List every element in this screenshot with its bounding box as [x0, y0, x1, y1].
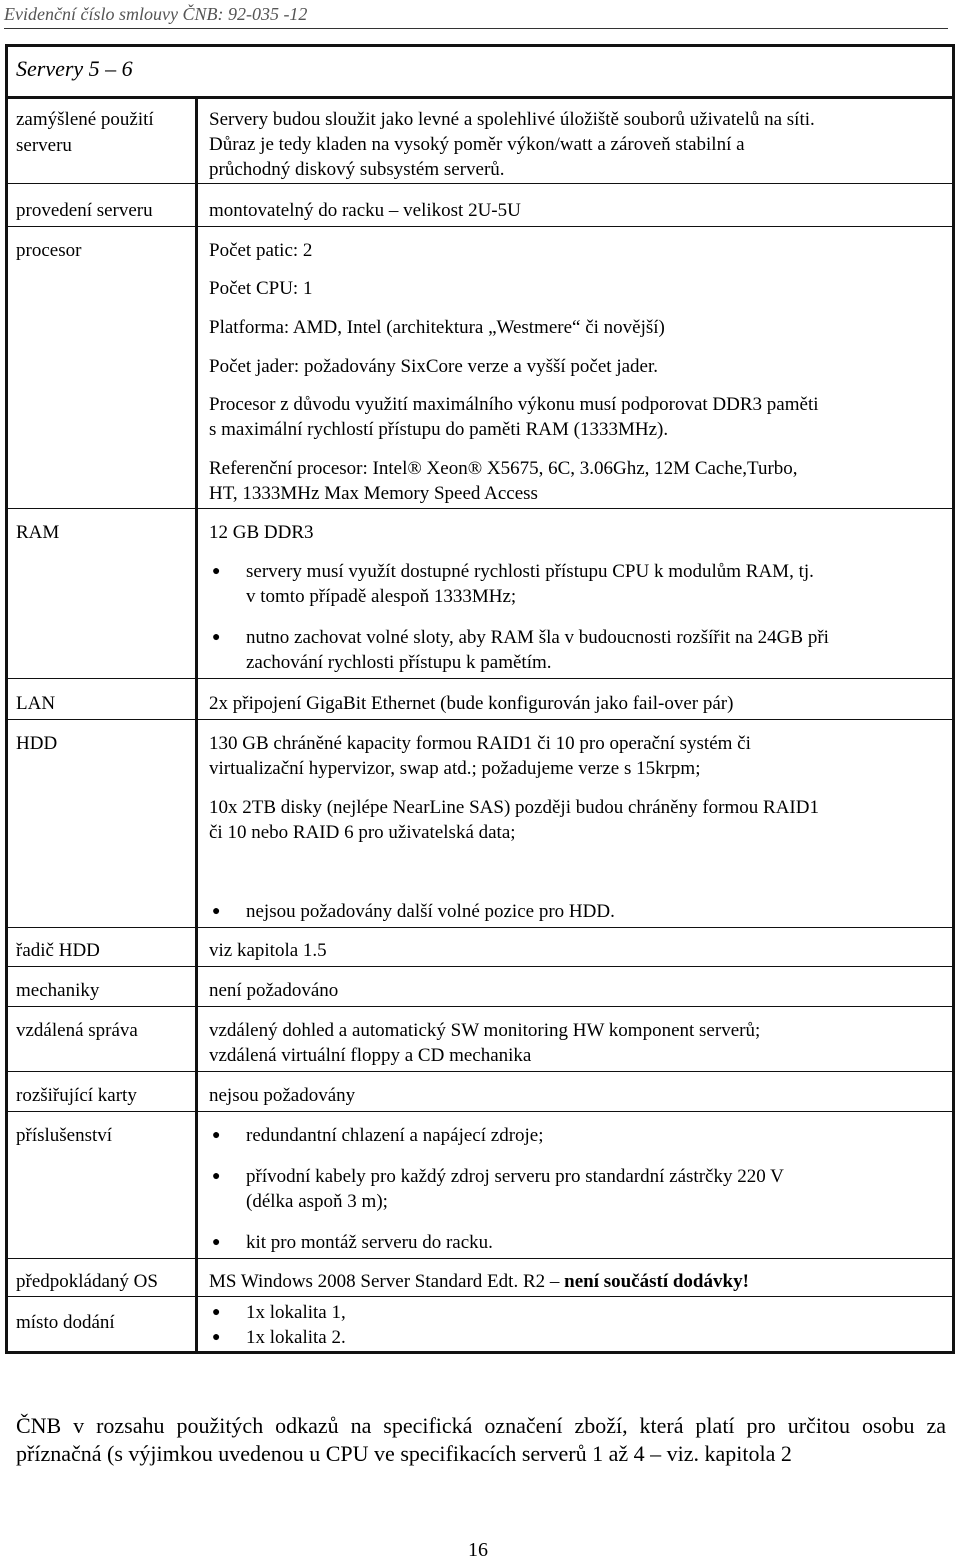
accessories-bullet-2a: přívodní kabely pro každý zdroj serveru pro standardní zástrčky 220 V — [246, 1166, 784, 1187]
bullet-icon: ● — [212, 1128, 221, 1143]
hdd-os-1: 130 GB chráněné kapacity formou RAID1 či 10 pro operační systém či — [209, 733, 751, 754]
use-label-2: serveru — [16, 135, 72, 156]
design-label: provedení serveru — [16, 200, 153, 221]
os-name: MS Windows 2008 Server Standard Edt. R2 – — [209, 1271, 560, 1292]
row-rule — [5, 1006, 955, 1007]
row-rule — [5, 927, 955, 928]
row-rule — [5, 1071, 955, 1072]
os-text — [209, 1269, 749, 1294]
lan-text: 2x připojení GigaBit Ethernet (bude konfigurován jako fail-over pár) — [209, 693, 734, 714]
bullet-icon: ● — [212, 1330, 221, 1345]
bullet-icon: ● — [212, 1235, 221, 1250]
remote-text-1: vzdálený dohled a automatický SW monitoring HW komponent serverů; — [209, 1020, 761, 1041]
hdd-label: HDD — [16, 733, 58, 754]
row-rule — [5, 1258, 955, 1259]
hdd-os-2: virtualizační hypervizor, swap atd.; požadujeme verze s 15krpm; — [209, 758, 701, 779]
drives-text: není požadováno — [209, 980, 339, 1001]
row-rule — [5, 226, 955, 227]
use-text-1: Servery budou sloužit jako levné a spolehlivé úložiště souborů uživatelů na síti. — [209, 109, 815, 130]
accessories-label: příslušenství — [16, 1125, 113, 1146]
delivery-bullet-1: 1x lokalita 1, — [246, 1302, 346, 1323]
hdd-data-1: 10x 2TB disky (nejlépe NearLine SAS) později budou chráněny formou RAID1 — [209, 797, 819, 818]
use-text-3: průchodný diskový subsystém serverů. — [209, 159, 505, 180]
contract-number-header: Evidenční číslo smlouvy ČNB: 92-035 -12 — [4, 4, 308, 24]
row-rule — [5, 678, 955, 679]
cpu-reference-2: HT, 1333MHz Max Memory Speed Access — [209, 483, 538, 504]
ram-bullet-2a: nutno zachovat volné sloty, aby RAM šla v budoucnosti rozšířit na 24GB při — [246, 627, 829, 648]
cpu-reference-1: Referenční procesor: Intel® Xeon® X5675, 6C, 3.06Ghz, 12M Cache,Turbo, — [209, 458, 798, 479]
header-rule — [4, 28, 948, 29]
row-rule — [5, 1296, 955, 1297]
page-number: 16 — [468, 1539, 488, 1561]
table-title: Servery 5 – 6 — [16, 56, 133, 81]
cpu-sockets: Počet patic: 2 — [209, 240, 313, 261]
remote-text-2: vzdálená virtuální floppy a CD mechanika — [209, 1045, 532, 1066]
column-divider — [195, 97, 198, 1354]
controller-text: viz kapitola 1.5 — [209, 940, 327, 961]
cards-label: rozšiřující karty — [16, 1085, 137, 1106]
drives-label: mechaniky — [16, 980, 100, 1001]
lan-label: LAN — [16, 693, 56, 714]
cpu-cores: Počet jader: požadovány SixCore verze a vyšší počet jader. — [209, 356, 658, 377]
accessories-bullet-3: kit pro montáž serveru do racku. — [246, 1232, 493, 1253]
cards-text: nejsou požadovány — [209, 1085, 356, 1106]
row-rule — [5, 966, 955, 967]
footer-paragraph: ČNB v rozsahu použitých odkazů na specifická označení zboží, která platí pro určitou osobu za příznačná (s výjimkou uvedenou u CPU ve specifikacích serverů 1 až 4 – viz. kapitola 2 — [16, 1413, 946, 1466]
bullet-icon: ● — [212, 630, 221, 645]
delivery-bullet-2: 1x lokalita 2. — [246, 1327, 346, 1348]
bullet-icon: ● — [212, 564, 221, 579]
use-text-2: Důraz je tedy kladen na vysoký poměr výkon/watt a zároveň stabilní a — [209, 134, 745, 155]
title-rule — [5, 96, 955, 99]
cpu-label: procesor — [16, 240, 82, 261]
os-not-included: není součástí dodávky! — [564, 1271, 749, 1292]
cpu-memory-2: s maximální rychlostí přístupu do paměti RAM (1333MHz). — [209, 419, 669, 440]
os-label: předpokládaný OS — [16, 1271, 158, 1292]
ram-size: 12 GB DDR3 — [209, 522, 314, 543]
bullet-icon: ● — [212, 1169, 221, 1184]
hdd-bullet: nejsou požadovány další volné pozice pro HDD. — [246, 901, 615, 922]
cpu-platform: Platforma: AMD, Intel (architektura „Westmere“ či novější) — [209, 317, 665, 338]
ram-label: RAM — [16, 522, 60, 543]
row-rule — [5, 719, 955, 720]
design-text: montovatelný do racku – velikost 2U-5U — [209, 200, 521, 221]
ram-bullet-1a: servery musí využít dostupné rychlosti přístupu CPU k modulům RAM, tj. — [246, 561, 814, 582]
hdd-data-2: či 10 nebo RAID 6 pro uživatelská data; — [209, 822, 516, 843]
bullet-icon: ● — [212, 904, 221, 919]
bullet-icon: ● — [212, 1305, 221, 1320]
cpu-memory-1: Procesor z důvodu využití maximálního výkonu musí podporovat DDR3 paměti — [209, 394, 819, 415]
controller-label: řadič HDD — [16, 940, 100, 961]
row-rule — [5, 1111, 955, 1112]
accessories-bullet-1: redundantní chlazení a napájecí zdroje; — [246, 1125, 544, 1146]
remote-label: vzdálená správa — [16, 1020, 138, 1041]
ram-bullet-1b: v tomto případě alespoň 1333MHz; — [246, 586, 517, 607]
ram-bullet-2b: zachování rychlosti přístupu k pamětím. — [246, 652, 552, 673]
delivery-label: místo dodání — [16, 1312, 115, 1333]
accessories-bullet-2b: (délka aspoň 3 m); — [246, 1191, 388, 1212]
row-rule — [5, 508, 955, 509]
use-label: zamýšlené použití — [16, 109, 154, 130]
row-rule — [5, 183, 955, 184]
cpu-count: Počet CPU: 1 — [209, 278, 313, 299]
